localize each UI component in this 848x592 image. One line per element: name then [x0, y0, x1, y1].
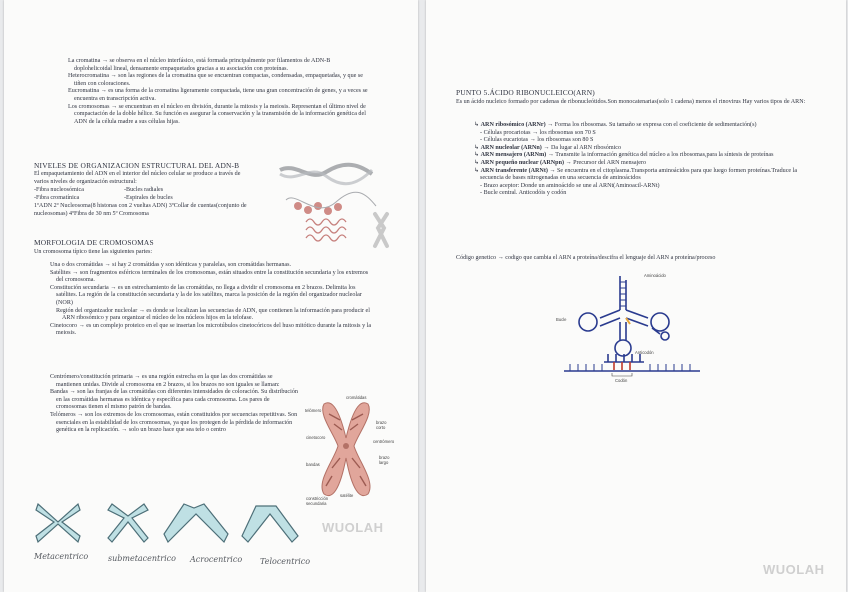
label-cinetocoro: cinetocoro	[306, 435, 326, 440]
list-item: Constitución secundaria → es un estrechamiento de las cromátidas, no llega a dividir el cromosoma en 2 brazos. Delimita los satélites. La región de la constitución secundaria y la de los satélites, marca la posición de la región del organizador nucleolar (NOR)	[50, 284, 362, 306]
levels-intro: El empaquetamiento del ADN en el interior del núcleo celular se produce a través de varios niveles de organización estructural:	[34, 171, 241, 185]
morph-list-top	[46, 262, 376, 338]
rna-types-list	[470, 122, 815, 198]
level-item: -Espirales de bucles	[124, 194, 173, 201]
list-item: Cinetocoro → es un complejo proteico en el que se insertan los microtúbulos cinetocóricos del huso mitótico durante la mitosis y la meiosis.	[50, 322, 372, 337]
label-constriccion: constricción secundaria	[306, 496, 329, 506]
level-item: -Fibra nucleosómica	[34, 187, 84, 193]
list-item: Eucromatina → es una forma de la cromatina ligeramente compactada, tiene una gran concentración de genes, y a veces se encuentra en transcripción activa.	[68, 88, 368, 102]
arnr-label: ARN ribosómico (ARNr)	[480, 122, 546, 128]
sub-item: Brazo aceptor: Donde un aminoácido se une al ARNt(Aminoacil-ARNt)	[483, 182, 660, 189]
arnpn-label: ARN pequeño nuclear (ARNpn)	[480, 159, 564, 166]
level-item: -Bucles radiales	[124, 187, 164, 193]
handwritten-label: Metacentrico	[34, 552, 89, 561]
label-centromero: centrómero	[373, 439, 395, 444]
list-item: Heterocromatina → son las regiones de la cromatina que se encuentran compactas, condensadas, empaquetadas, y que se tiñen con coloraciones.	[68, 73, 363, 87]
dna-compaction-figure	[276, 160, 401, 252]
label-anticodon: Anticodón	[635, 350, 654, 355]
list-item: ↳ ARN mensajero (ARNm) → Transmite la información genética del núcleo a los ribosomas,para la síntesis de proteínas	[474, 152, 774, 159]
list-item: - Células eucariotas → los ribosomas son 80 S	[480, 137, 594, 144]
label-brazo-corto: brazo corto	[376, 420, 387, 430]
handwritten-label: submetacentrico	[108, 554, 176, 563]
list-item: ↳ ARN pequeño nuclear (ARNpn) → Precursor del ARN mensajero	[474, 159, 647, 166]
list-item: Centrómero/constitución primaria → es una región estrecha en la que las dos cromátidas se mantienen unidas. Divide al cromosoma en 2 brazos, si los brazos no son iguales se llaman:	[50, 374, 280, 388]
arnt-label: ARN transferente (ARNt)	[480, 167, 548, 174]
list-item: Una o dos cromátidas → si hay 2 cromátidas y son idénticas y paralelas, son cromátidas hermanas.	[50, 262, 291, 268]
sub-item: Células procariotas → los ribosomas son 70 S	[483, 129, 596, 136]
chromatin-list	[64, 58, 369, 126]
codigo-genetico: Código genetico → codigo que cambia el ARN a proteína/descifra el lenguaje del ARN a proteína/proceso	[456, 255, 716, 261]
level-item: -Fibra cromatínica	[34, 194, 80, 201]
arnn-label: ARN nucleolar (ARNn)	[480, 144, 542, 151]
levels-title: NIVELES DE ORGANIZACION ESTRUCTURAL DEL ADN-B	[34, 161, 240, 170]
list-item: - Bucle central. Anticodóis y codón	[480, 190, 567, 197]
right-page	[426, 0, 846, 592]
watermark-logo: WUOLAH	[322, 520, 384, 535]
label-aminoacido: Aminoácido	[644, 273, 666, 278]
list-item: Región del organizador nucleolar → es donde se localizan las secuencias de ADN, que contienen la información para producir el ARN ribosómico y para organizar el núcleo de los núcleos hijos en la telofase.	[56, 307, 370, 322]
watermark-logo: WUOLAH	[763, 562, 825, 577]
label-codon: Codón	[615, 378, 628, 383]
list-item: - Brazo aceptor: Donde un aminoácido se une al ARNt(Aminoacil-ARNt)	[480, 182, 660, 189]
rna-title: PUNTO 5.ÁCIDO RIBONUCLEICO(ARN)	[456, 88, 595, 97]
label-satelite: satélite	[340, 493, 354, 498]
label-bandas: bandas	[306, 462, 320, 467]
label-bucle: Bucle	[556, 317, 567, 322]
list-item: Los cromosomas → se encuentran en el núcleo en división, durante la mitosis y la meiosis. Representan el último nivel de compactación de la doble hélice. Su función es asegurar la conservación y la transmisión de la información genética del ADN de la célula madre a sus células hijas.	[68, 103, 366, 125]
trna-figure	[564, 270, 704, 382]
handwritten-label: Acrocentrico	[190, 555, 243, 564]
list-item: ↳ ARN nucleolar (ARNn) → Da lugar al ARN ribosómico	[474, 144, 622, 151]
list-item: La cromatina → se observa en el núcleo interfásico, está formada principalmente por filamentos de ADN-B doplohelicoidal lineal, densamente empaquetados gracias a su asociación con proteínas.	[68, 58, 331, 72]
list-item: ↳ ARN ribosómico (ARNr) → Forma los ribosomas. Su tamaño se expresa con el coeficiente de sedimentación(s)	[474, 122, 757, 128]
label-cromatidas: cromátidas	[346, 395, 367, 400]
morph-list-bottom	[46, 374, 298, 435]
levels-rows	[34, 187, 254, 202]
sub-item: Células eucariotas → los ribosomas son 80 S	[483, 137, 594, 144]
arnn-text: → Da lugar al ARN ribosómico	[541, 144, 622, 151]
arnpn-text: → Precursor del ARN mensajero	[564, 159, 647, 166]
morph-intro: Un cromosoma típico tiene las siguientes partes:	[34, 249, 153, 255]
list-item: Bandas → son las franjas de las cromátidas con diferentes intensidades de coloración. Su distribución en las cromátidas hermanas es idéntica y específica para cada cromosoma. Los pares de cromosomas tienen el mismo patrón de bandas.	[50, 389, 298, 411]
arnm-text: → Transmite la información genética del núcleo a los ribosomas,para la síntesis de proteínas	[546, 152, 774, 159]
levels-order: 1ºADN 2º Nucleosoma(8 histonas con 2 vueltas ADN) 3ºCollar de cuentas(conjunto de nucleosomas) 4ºFibra de 30 nm 5º Cromosoma	[34, 203, 247, 217]
label-brazo-largo: brazo largo	[379, 455, 390, 465]
list-item: Telómeros → son los extremos de los cromosomas, están constituidos por secuencias repetitivas. Son esenciales en la estabilidad de los cromosomas, ya que los protegen de la pérdida de información genética en la replicación. → solo un brazo hace que sea telo o centro	[50, 411, 298, 434]
label-telomero: telómero	[305, 408, 322, 413]
sub-item: Bucle central. Anticodóis y codón	[483, 190, 567, 197]
arnt-text: → Se encuentra en el citoplasma.Transporta aminoácidos para que luego formen proteínas.Traduce la secuencia de bases nitrogenadas en una secuencia de aminoácidos	[480, 167, 798, 182]
rna-intro: Es un ácido nucleico formado por cadenas de ribonucleótidos.Son monocatenarias(solo 1 cadena) menos el rinovirus Hay varios tipos de ARN:	[456, 99, 806, 105]
list-item: - Células procariotas → los ribosomas son 70 S	[480, 129, 596, 136]
list-item: ↳ ARN transferente (ARNt) → Se encuentra en el citoplasma.Transporta aminoácidos para que luego formen proteínas.Traduce la secuencia de bases nitrogenadas en una secuencia de aminoácidos	[474, 167, 798, 182]
left-page	[4, 0, 418, 592]
arnr-text: → Forma los ribosomas. Su tamaño se expresa con el coeficiente de sedimentación(s)	[545, 122, 757, 128]
handwritten-label: Telocentrico	[260, 557, 311, 566]
morph-title: MORFOLOGIA DE CROMOSOMAS	[34, 238, 154, 247]
chromosome-types	[24, 500, 314, 546]
arnm-label: ARN mensajero (ARNm)	[480, 152, 547, 159]
list-item: Satélites → son fragmentos esféricos terminales de los cromosomas, están situados entre la constitución secundaria y los extremos del cromosoma.	[50, 269, 369, 284]
